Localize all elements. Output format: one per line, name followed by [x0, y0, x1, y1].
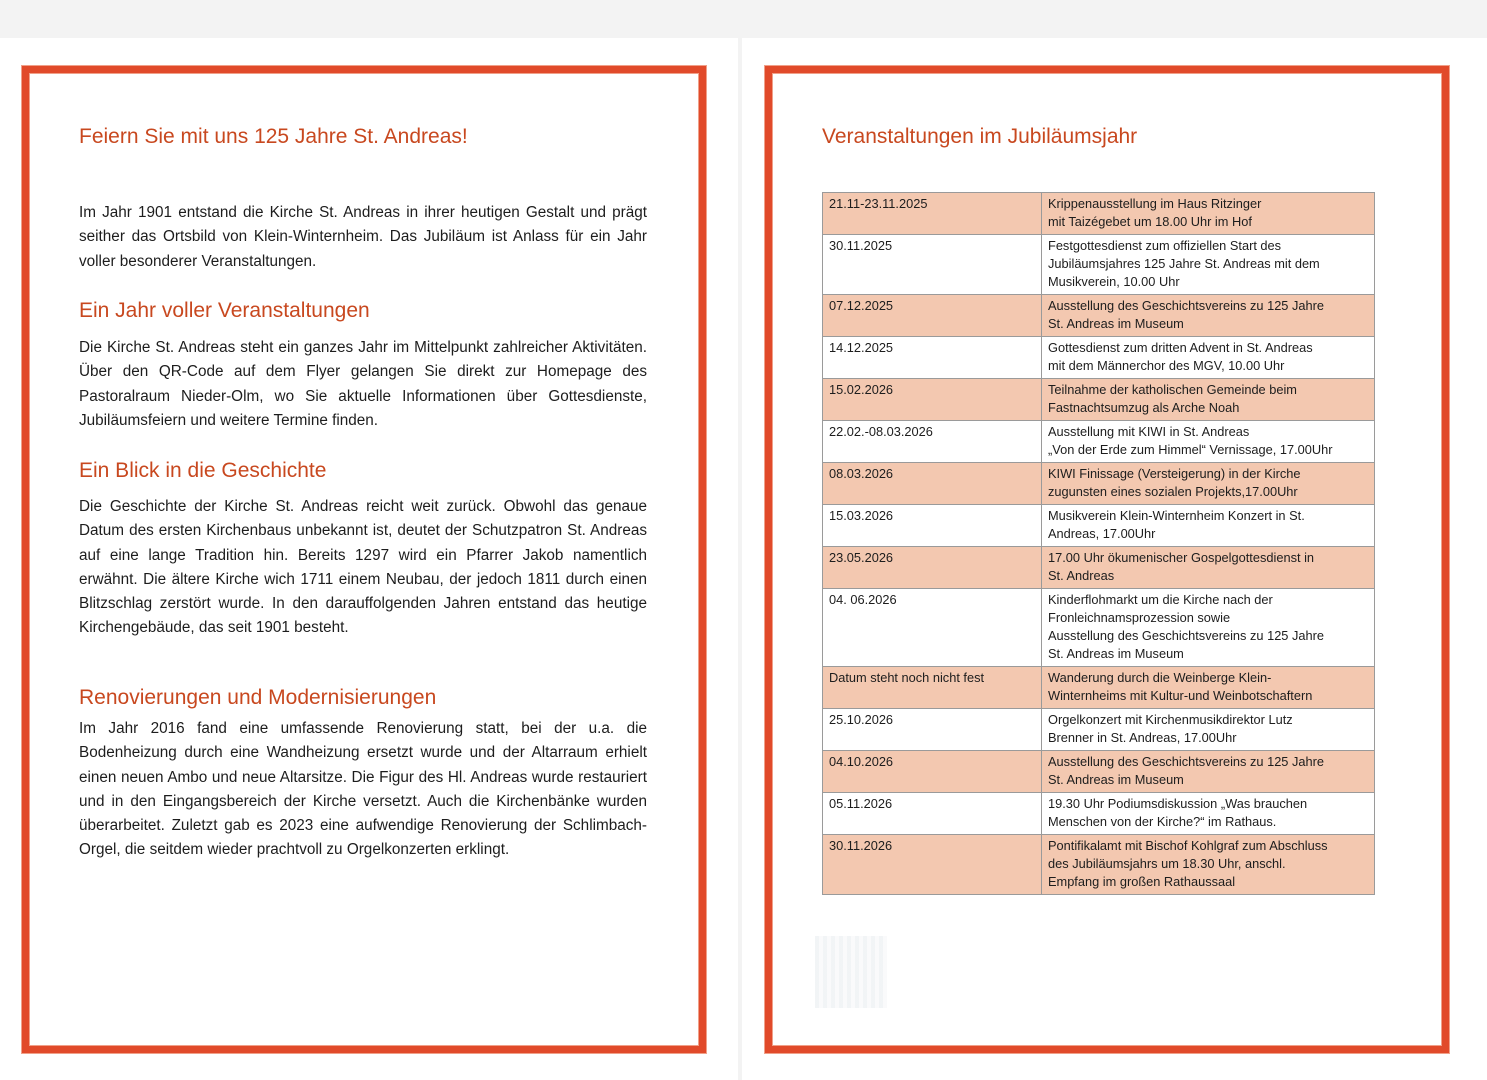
section-text-history: Die Geschichte der Kirche St. Andreas reicht weit zurück. Obwohl das genaue Datum des ersten Kirchenbaus unbekannt ist, deutet der Schutzpatron St. Andreas auf eine lange Tradition hin. Bereits 1297 wird ein Pfarrer Jakob namentlich erwähnt. Die ältere Kirche wich 1711 einem Neubau, der jedoch 1811 durch einen Blitzschlag zerstört wurde. In den darauffolgenden Jahren entstand das heutige Kirchengebäude, das seit 1901 besteht. — [79, 498, 647, 637]
event-date: 30.11.2026 — [823, 835, 1042, 895]
event-date: 04. 06.2026 — [823, 589, 1042, 667]
event-description: Orgelkonzert mit Kirchenmusikdirektor Lutz Brenner in St. Andreas, 17.00Uhr — [1042, 709, 1375, 751]
event-description: Krippenausstellung im Haus Ritzinger mit Taizégebet um 18.00 Uhr im Hof — [1042, 193, 1375, 235]
event-description: 19.30 Uhr Podiumsdiskussion „Was brauchen Menschen von der Kirche?“ im Rathaus. — [1042, 793, 1375, 835]
event-row — [823, 463, 1375, 505]
events-title: Veranstaltungen im Jubiläumsjahr — [822, 125, 1138, 148]
event-date: 23.05.2026 — [823, 547, 1042, 589]
event-row — [823, 835, 1375, 895]
event-row — [823, 589, 1375, 667]
event-row — [823, 709, 1375, 751]
event-row — [823, 505, 1375, 547]
event-row — [823, 337, 1375, 379]
event-description: Musikverein Klein-Winternheim Konzert in St. Andreas, 17.00Uhr — [1042, 505, 1375, 547]
event-row — [823, 379, 1375, 421]
event-date: 08.03.2026 — [823, 463, 1042, 505]
event-date: Datum steht noch nicht fest — [823, 667, 1042, 709]
event-description: Ausstellung des Geschichtsvereins zu 125 Jahre St. Andreas im Museum — [1042, 751, 1375, 793]
event-description: Kinderflohmarkt um die Kirche nach der Fronleichnamsprozession sowie Ausstellung des Geschichtsvereins zu 125 Jahre St. Andreas im Museum — [1042, 589, 1375, 667]
event-date: 14.12.2025 — [823, 337, 1042, 379]
event-description: Wanderung durch die Weinberge Klein- Winternheims mit Kultur-und Weinbotschaftern — [1042, 667, 1375, 709]
event-date: 15.03.2026 — [823, 505, 1042, 547]
event-row — [823, 295, 1375, 337]
page-title: Feiern Sie mit uns 125 Jahre St. Andreas! — [79, 125, 468, 148]
event-row — [823, 421, 1375, 463]
section-heading-renovation: Renovierungen und Modernisierungen — [79, 686, 437, 709]
intro-paragraph: Im Jahr 1901 entstand die Kirche St. Andreas in ihrer heutigen Gestalt und prägt seither das Ortsbild von Klein-Winternheim. Das Jubiläum ist Anlass für ein Jahr voller besonderer Veranstaltungen. — [79, 204, 647, 270]
event-date: 30.11.2025 — [823, 235, 1042, 295]
event-date: 25.10.2026 — [823, 709, 1042, 751]
section-heading-history: Ein Blick in die Geschichte — [79, 459, 327, 482]
event-date: 15.02.2026 — [823, 379, 1042, 421]
section-heading-events: Ein Jahr voller Veranstaltungen — [79, 299, 370, 322]
event-description: Festgottesdienst zum offiziellen Start des Jubiläumsjahres 125 Jahre St. Andreas mit dem Musikverein, 10.00 Uhr — [1042, 235, 1375, 295]
event-row — [823, 751, 1375, 793]
event-description: KIWI Finissage (Versteigerung) in der Kirche zugunsten eines sozialen Projekts,17.00Uhr — [1042, 463, 1375, 505]
event-date: 07.12.2025 — [823, 295, 1042, 337]
event-row — [823, 193, 1375, 235]
qr-code-faded — [815, 936, 887, 1008]
event-date: 04.10.2026 — [823, 751, 1042, 793]
event-description: Ausstellung mit KIWI in St. Andreas „Von der Erde zum Himmel“ Vernissage, 17.00Uhr — [1042, 421, 1375, 463]
event-description: Pontifikalamt mit Bischof Kohlgraf zum Abschluss des Jubiläumsjahrs um 18.30 Uhr, anschl. Empfang im großen Rathaussaal — [1042, 835, 1375, 895]
event-description: Teilnahme der katholischen Gemeinde beim Fastnachtsumzug als Arche Noah — [1042, 379, 1375, 421]
event-date: 21.11-23.11.2025 — [823, 193, 1042, 235]
section-text-renovation: Im Jahr 2016 fand eine umfassende Renovierung statt, bei der u.a. die Bodenheizung durch eine Wandheizung ersetzt wurde und der Altarraum erhielt einen neuen Ambo und neue Altarsitze. Die Figur des Hl. Andreas wurde restauriert und in den Eingangsbereich der Kirche versetzt. Auch die Kirchenbänke wurden überarbeitet. Zuletzt gab es 2023 eine aufwendige Renovierung der Schlimbach-Orgel, die seitdem wieder prachtvoll zu Orgelkonzerten erklingt. — [79, 720, 647, 859]
event-row — [823, 667, 1375, 709]
event-description: Ausstellung des Geschichtsvereins zu 125 Jahre St. Andreas im Museum — [1042, 295, 1375, 337]
event-date: 05.11.2026 — [823, 793, 1042, 835]
event-description: Gottesdienst zum dritten Advent in St. Andreas mit dem Männerchor des MGV, 10.00 Uhr — [1042, 337, 1375, 379]
event-row — [823, 235, 1375, 295]
event-row — [823, 547, 1375, 589]
section-text-events: Die Kirche St. Andreas steht ein ganzes Jahr im Mittelpunkt zahlreicher Aktivitäten. Über den QR-Code auf dem Flyer gelangen Sie direkt zur Homepage des Pastoralraum Nieder-Olm, wo Sie aktuelle Informationen über Gottesdienste, Jubiläumsfeiern und weitere Termine finden. — [79, 339, 647, 429]
event-row — [823, 793, 1375, 835]
events-table — [822, 192, 1375, 895]
event-description: 17.00 Uhr ökumenischer Gospelgottesdienst in St. Andreas — [1042, 547, 1375, 589]
event-date: 22.02.-08.03.2026 — [823, 421, 1042, 463]
